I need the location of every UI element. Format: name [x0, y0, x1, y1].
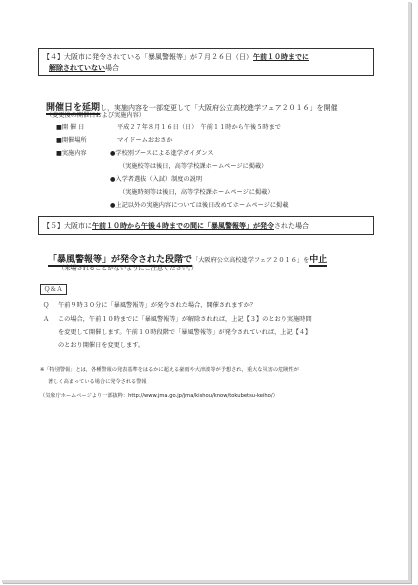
- date-label: ■開 催 日: [56, 124, 85, 131]
- content-item-1: ●学校別ブースによる進学ガイダンス: [110, 150, 214, 157]
- section4-prefix: 【４】大阪市に発令されている「暴風警報等」が７月２６日（日）: [43, 53, 253, 61]
- qa-heading: Ｑ＆Ａ: [40, 284, 67, 295]
- cancel-middle: 「大阪府公立高校進学フェア２０１６」を: [192, 257, 310, 264]
- cancel-emph: 中止: [309, 255, 328, 265]
- content-item-2: ●入学者選抜（入試）制度の説明: [110, 176, 203, 183]
- section5-emph1: 午前１０時から午後４時までの間に「暴風警報等」が発令: [92, 222, 274, 230]
- q-text: 午前９時３０分に「暴風警報等」が発令された場合，開催されますか？: [58, 302, 256, 309]
- postpone-title: 開催日を延期: [46, 103, 101, 113]
- a-label: Ａ: [43, 316, 50, 323]
- venue-value: マイドームおおさか: [117, 137, 173, 144]
- section5-line: [43, 221, 309, 231]
- footnote-line1: ※「特別警報」とは，各種警報の発表基準をはるかに超える豪雨や大津波等が予想され，重大な災害の危険性が: [40, 367, 299, 373]
- section4-line2: [49, 63, 119, 73]
- footnote-line2: 著しく高まっている場合に発令される警報: [48, 379, 147, 385]
- section4-emph2: 解除されていない: [49, 64, 105, 72]
- section5-prefix: 【５】大阪市に: [43, 222, 92, 230]
- a-text-line2: を変更して開催します。午前１０時段階で「暴風警報等」が発令されていれば，上記【４】: [58, 329, 312, 336]
- section4-box: [38, 48, 374, 76]
- section4-line1: [43, 52, 309, 62]
- date-value: 平成２７年８月１６日（日） 午前１１時から午後５時まで: [117, 124, 281, 131]
- section4-emph1: 午前１０時までに: [253, 53, 309, 61]
- section4-suffix: 場合: [105, 64, 119, 72]
- cancel-note: （来場されることがないようにご注意ください。）: [58, 265, 198, 272]
- q-label: Ｑ: [43, 302, 50, 309]
- venue-label: ■開催場所: [56, 137, 87, 144]
- a-text-line3: のとおり開催日を変更します。: [58, 342, 145, 349]
- content-label: ■実施内容: [56, 150, 87, 157]
- postpone-note: （変更後の開催日および実施内容）: [46, 112, 145, 119]
- content-item-3: ●上記以外の実施内容については後日改めてホームページに掲載: [110, 202, 289, 209]
- document-page: [2, 2, 411, 583]
- postpone-title-rest: し，実施内容を一部変更して「大阪府公立高校進学フェア２０１６」を開催: [100, 104, 338, 112]
- cancel-lead: 「暴風警報等」が発令された段階で: [48, 255, 193, 265]
- content-item-1-note: （実施校等は後日，高等学校課ホームページに掲載）: [119, 163, 268, 170]
- footnote-line3: （気象庁ホームページより一部抜粋：http://www.jma.go.jp/jma/kishou/know/tokubetsu-keiho/）: [40, 393, 278, 399]
- section5-suffix: された場合: [274, 222, 309, 230]
- content-item-2-note: （実施時刻等は後日，高等学校課ホームページに掲載）: [119, 189, 274, 196]
- section5-box: [38, 216, 374, 235]
- a-text-line1: この場合，午前１０時までに「暴風警報等」が解除されれば，上記【３】のとおり実施時間: [58, 316, 312, 323]
